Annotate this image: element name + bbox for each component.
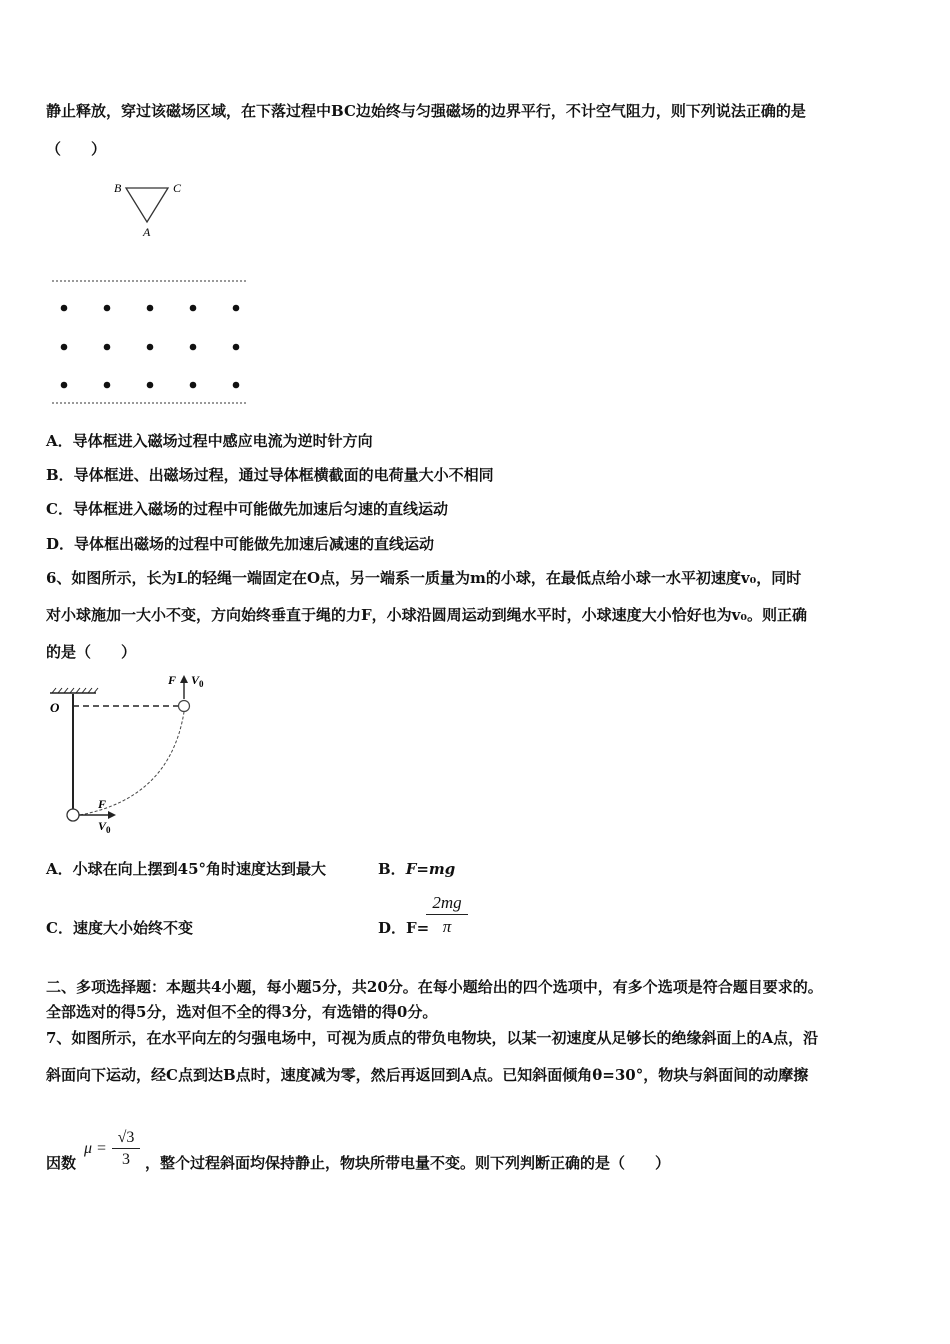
q5-stem-line1: 静止释放，穿过该磁场区域，在下落过程中BC边始终与匀强磁场的边界平行，不计空气阻力，则下列说法正确的是 [46, 102, 806, 120]
q6-option-c: C．速度大小始终不变 [46, 919, 193, 937]
mu-fraction [112, 1127, 140, 1171]
label-v0-bottom: $V_0$ [98, 819, 111, 835]
mu-symbol: μ = [84, 1140, 107, 1157]
q5-option-b: B．导体框进、出磁场过程，通过导体框横截面的电荷量大小不相同 [46, 466, 494, 484]
q6-option-d-fraction [426, 892, 468, 939]
ball-bottom [67, 809, 79, 821]
triangle-frame-figure [110, 178, 200, 240]
fraction-numerator: 2mg [432, 893, 462, 912]
mu-denominator: 3 [112, 1148, 140, 1171]
label-a: A [143, 225, 151, 239]
q5-option-d: D．导体框出磁场的过程中可能做先加速后减速的直线运动 [46, 535, 435, 553]
label-c: C [173, 181, 182, 195]
q7-stem-line3-prefix: 因数 [46, 1154, 77, 1172]
ball-top [179, 701, 190, 712]
arrow-up-head [180, 675, 188, 683]
section2-heading-line2: 全部选对的得5分，选对但不全的得3分，有选错的得0分。 [46, 1003, 438, 1021]
q7-stem-line3-suffix: ，整个过程斜面均保持静止，物块所带电量不变。则下列判断正确的是（ ） [145, 1154, 671, 1172]
q5-option-c: C．导体框进入磁场的过程中可能做先加速后匀速的直线运动 [46, 500, 448, 518]
pendulum-figure [44, 668, 224, 838]
q5-stem-line2: （ ） [46, 140, 107, 158]
q6-stem-line2: 对小球施加一大小不变，方向始终垂直于绳的力F，小球沿圆周运动到绳水平时，小球速度大小恰好也为v₀。则正确 [46, 606, 807, 624]
triangle-abc [126, 188, 168, 222]
q6-option-d: D．F= [378, 919, 430, 937]
circular-path-arc [80, 712, 184, 815]
label-f-top: F [168, 673, 177, 687]
section2-heading-line1: 二、多项选择题：本题共4小题，每小题5分，共20分。在每小题给出的四个选项中，有多个选项是符合题目要求的。 [46, 978, 823, 996]
q5-option-a: A．导体框进入磁场过程中感应电流为逆时针方向 [46, 432, 373, 450]
magnetic-field-figure [50, 276, 250, 408]
q6-option-b: B．F=mg [378, 860, 456, 878]
label-f-bottom: F [98, 797, 107, 811]
field-dots [61, 305, 240, 389]
q6-option-a: A．小球在向上摆到45°角时速度达到最大 [46, 860, 327, 878]
label-b: B [114, 181, 122, 195]
q6-stem-line1: 6、如图所示，长为L的轻绳一端固定在O点，另一端系一质量为m的小球，在最低点给小球一水平初速度v₀，同时 [46, 569, 802, 587]
fraction-denominator: π [426, 914, 468, 939]
mu-numerator: √3 [117, 1129, 135, 1146]
arrow-right-head [108, 811, 116, 819]
q7-stem-line1: 7、如图所示，在水平向左的匀强电场中，可视为质点的带负电物块，以某一初速度从足够长的绝缘斜面上的A点，沿 [46, 1029, 819, 1047]
label-v0-top: $V_0$ [191, 673, 204, 689]
q7-stem-line2: 斜面向下运动，经C点到达B点时，速度减为零，然后再返回到A点。已知斜面倾角θ=30°，物块与斜面间的动摩擦 [46, 1066, 809, 1084]
q6-stem-line3: 的是（ ） [46, 643, 137, 661]
label-o: O [50, 700, 60, 715]
